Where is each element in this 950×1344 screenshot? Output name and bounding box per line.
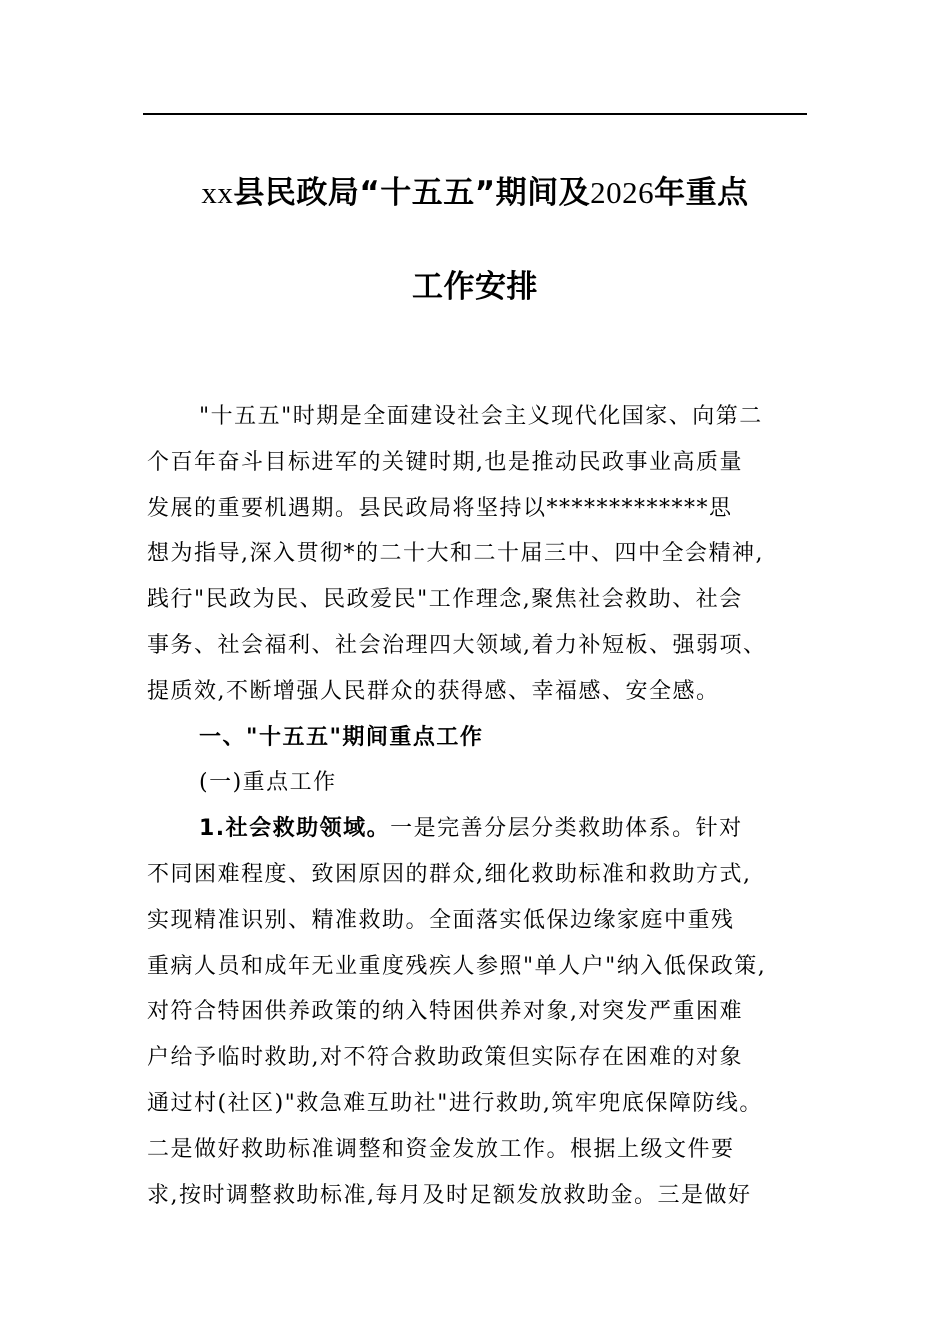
document-title-line-1: [100, 173, 850, 213]
item1-line: 通过村(社区)"救急难互助社"进行救助,筑牢兜底保障防线。: [147, 1090, 763, 1116]
item1-line: 实现精准识别、精准救助。全面落实低保边缘家庭中重残: [147, 907, 735, 933]
paragraph1-line: "十五五"时期是全面建设社会主义现代化国家、向第二: [199, 404, 763, 429]
section-heading-1: 一、"十五五"期间重点工作: [199, 724, 484, 750]
item1-line: 重病人员和成年无业重度残疾人参照"单人户"纳入低保政策,: [147, 953, 767, 979]
item1-line: 求,按时调整救助标准,每月及时足额发放救助金。三是做好: [147, 1182, 752, 1208]
title-suffix: 年重点: [654, 175, 749, 211]
item1-title: 1.社会救助领域。: [199, 816, 391, 842]
document-title-line-2: 工作安排: [412, 269, 538, 305]
paragraph1-line: 践行"民政为民、民政爱民"工作理念,聚焦社会救助、社会: [147, 587, 743, 613]
item1-line: 户给予临时救助,对不符合救助政策但实际存在困难的对象: [147, 1045, 743, 1071]
document-body: [147, 394, 827, 1218]
paragraph1-line: 个百年奋斗目标进军的关键时期,也是推动民政事业高质量: [147, 449, 743, 475]
paragraph1-line: 事务、社会福利、社会治理四大领域,着力补短板、强弱项、: [147, 632, 767, 658]
item1-first-text: 一是完善分层分类救助体系。针对: [390, 816, 743, 842]
header-rule: [143, 113, 807, 115]
title-year: 2026: [590, 175, 655, 210]
paragraph1-line: 想为指导,深入贯彻*的二十大和二十届三中、四中全会精神,: [147, 541, 764, 567]
section-heading-2: (一)重点工作: [199, 770, 337, 796]
item1-line: 对符合特困供养政策的纳入特困供养对象,对突发严重困难: [147, 999, 743, 1025]
item1-line: 不同困难程度、致困原因的群众,细化救助标准和救助方式,: [147, 861, 752, 887]
title-main: 县民政局“十五五”期间及: [233, 175, 591, 211]
paragraph1-line: 提质效,不断增强人民群众的获得感、幸福感、安全感。: [147, 678, 720, 704]
paragraph1-line: 发展的重要机遇期。县民政局将坚持以*************思: [147, 495, 733, 521]
item1-line: 二是做好救助标准调整和资金发放工作。根据上级文件要: [147, 1136, 735, 1162]
title-prefix: xx: [201, 175, 234, 210]
item1-first-line: [147, 806, 827, 852]
